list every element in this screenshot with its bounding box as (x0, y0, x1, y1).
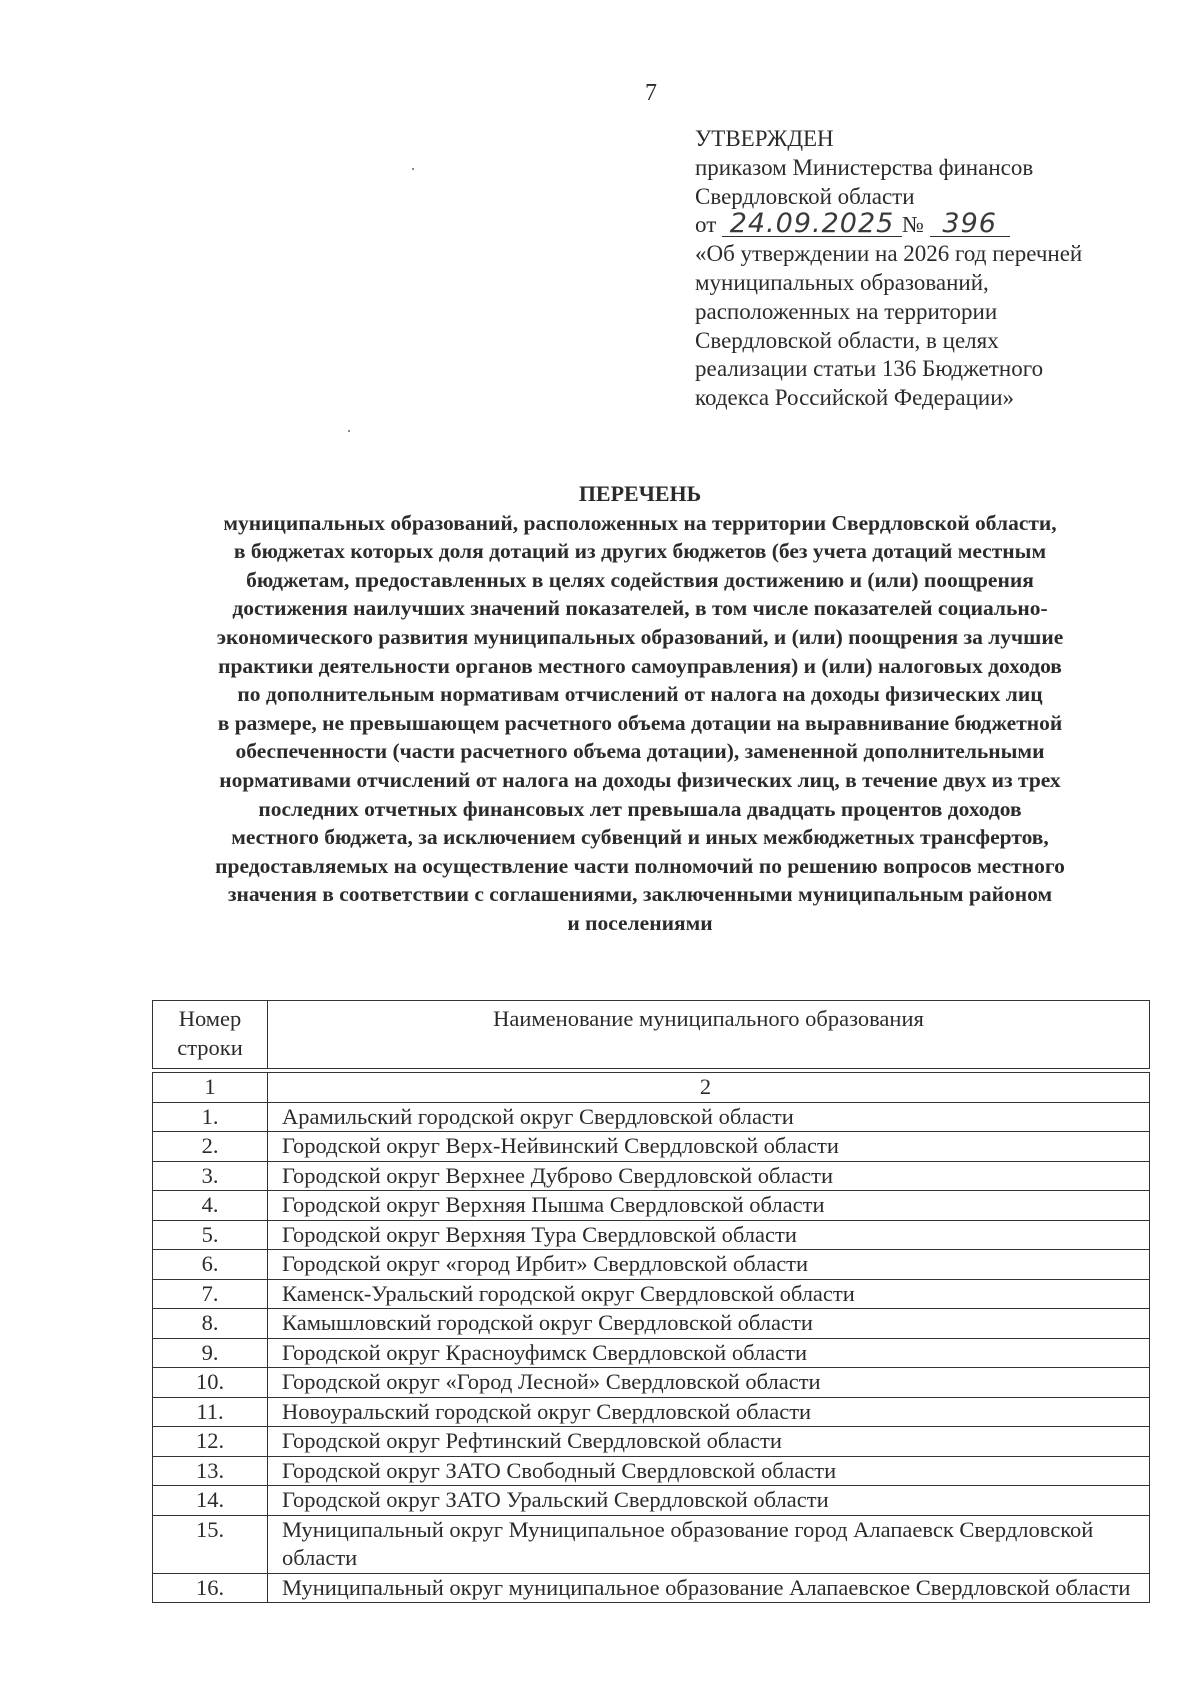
title-line: бюджетам, предоставленных в целях содействия достижению и (или) поощрения (246, 567, 1034, 592)
row-number: 9. (153, 1339, 268, 1368)
title-line: муниципальных образований, расположенных на территории Свердловской области, (223, 510, 1057, 535)
approval-line: УТВЕРЖДЕН (695, 126, 834, 151)
table-row (153, 1574, 1149, 1604)
row-name: Камышловский городской округ Свердловской области (282, 1310, 813, 1335)
approval-subject-line: кодекса Российской Федерации» (695, 385, 1015, 411)
row-number: 16. (153, 1574, 268, 1603)
row-number: 14. (153, 1486, 268, 1515)
row-number: 4. (153, 1191, 268, 1220)
scan-speck (412, 168, 414, 170)
number-sign: № (902, 212, 924, 238)
approval-subject-line: реализации статьи 136 Бюджетного (695, 356, 1044, 382)
row-number: 6. (153, 1250, 268, 1279)
title-line: и поселениями (567, 910, 713, 935)
table-row (153, 1221, 1149, 1251)
row-name: Городской округ Красноуфимск Свердловской области (282, 1339, 808, 1365)
table-index-row (153, 1073, 1149, 1103)
approval-date-line (695, 208, 1165, 240)
title-line: предоставляемых на осуществление части полномочий по решению вопросов местного (215, 853, 1065, 878)
row-number: 3. (153, 1162, 268, 1191)
row-number: 2. (153, 1132, 268, 1161)
row-number: 12. (153, 1427, 268, 1456)
handwritten-date: 24.09.2025 (722, 212, 902, 237)
row-number: 1. (153, 1103, 268, 1132)
document-title (140, 480, 1140, 938)
row-name: Городской округ Рефтинский Свердловской области (282, 1428, 782, 1453)
title-line: экономического развития муниципальных образований, и (или) поощрения за лучшие (216, 624, 1064, 649)
row-name: Муниципальный округ Муниципальное образование город Алапаевск Свердловской области (282, 1516, 1094, 1570)
table-row (153, 1457, 1149, 1487)
approval-line: приказом Министерства финансов (695, 154, 1034, 180)
row-name: Городской округ «Город Лесной» Свердловской области (282, 1369, 821, 1394)
title-line: достижения наилучших значений показателей, в том числе показателей социально- (232, 596, 1048, 621)
municipalities-table (152, 1000, 1150, 1603)
title-heading: ПЕРЕЧЕНЬ (578, 481, 702, 506)
row-name: Городской округ Верхняя Тура Свердловской области (282, 1221, 797, 1247)
table-row (153, 1368, 1149, 1398)
title-line: последних отчетных финансовых лет превышала двадцать процентов доходов (258, 796, 1022, 821)
table-row (153, 1250, 1149, 1280)
index-cell: 1 (153, 1073, 268, 1102)
title-line: значения в соответствии с соглашениями, заключенными муниципальным районом (227, 882, 1053, 907)
row-number: 5. (153, 1221, 268, 1250)
table-row (153, 1162, 1149, 1192)
table-row (153, 1516, 1149, 1574)
approval-subject-line: Свердловской области, в целях (695, 327, 999, 353)
index-cell: 2 (699, 1074, 712, 1099)
title-line: обеспеченности (части расчетного объема дотации), замененной дополнительными (235, 739, 1045, 764)
row-name: Каменск-Уральский городской округ Свердловской области (282, 1280, 855, 1306)
row-number: 8. (153, 1309, 268, 1338)
row-number: 10. (153, 1368, 268, 1397)
table-row (153, 1427, 1149, 1457)
row-number: 11. (153, 1398, 268, 1427)
row-name: Новоуральский городской округ Свердловской области (282, 1398, 812, 1424)
title-line: практики деятельности органов местного самоуправления) и (или) налоговых доходов (218, 653, 1062, 678)
approval-line: Свердловской области (695, 183, 915, 209)
row-number: 15. (153, 1516, 268, 1573)
page-number: 7 (645, 80, 657, 106)
table-row (153, 1103, 1149, 1133)
table-header (152, 1000, 1150, 1069)
row-name: Городской округ ЗАТО Уральский Свердловской области (282, 1487, 829, 1512)
row-name: Арамильский городской округ Свердловской области (282, 1103, 794, 1129)
table-row (153, 1191, 1149, 1221)
table-row (153, 1280, 1149, 1310)
approval-block (695, 125, 1165, 413)
title-line: в размере, не превышающем расчетного объема дотации на выравнивание бюджетной (217, 710, 1063, 735)
approval-subject-line: расположенных на территории (695, 298, 998, 324)
row-number: 13. (153, 1457, 268, 1486)
table-row (153, 1486, 1149, 1516)
table-row (153, 1339, 1149, 1369)
table-row (153, 1398, 1149, 1428)
title-line: по дополнительным нормативам отчислений от налога на доходы физических лиц (237, 682, 1043, 707)
row-name: Городской округ Верх-Нейвинский Свердловской области (282, 1133, 839, 1158)
row-name: Городской округ Верхняя Пышма Свердловской области (282, 1192, 825, 1217)
header-number-line: Номер (178, 1006, 242, 1031)
title-line: нормативами отчислений от налога на доходы физических лиц, в течение двух из трех (219, 767, 1061, 792)
table-row (153, 1132, 1149, 1162)
table-row (153, 1309, 1149, 1339)
handwritten-number: 396 (930, 212, 1010, 237)
title-line: местного бюджета, за исключением субвенций и иных межбюджетных трансфертов, (231, 825, 1049, 850)
row-name: Городской округ «город Ирбит» Свердловской области (282, 1251, 809, 1276)
table-body (152, 1072, 1150, 1603)
scan-speck (348, 430, 350, 432)
approval-subject-line: муниципальных образований, (695, 269, 989, 295)
row-name: Городской округ ЗАТО Свободный Свердловской области (282, 1457, 837, 1483)
header-number-line: строки (177, 1035, 243, 1060)
header-number-cell (153, 1001, 268, 1068)
row-number: 7. (153, 1280, 268, 1309)
row-name: Муниципальный округ муниципальное образование Алапаевское Свердловской области (282, 1574, 1131, 1600)
title-line: в бюджетах которых доля дотаций из других бюджетов (без учета дотаций местным (233, 539, 1047, 564)
header-name-cell: Наименование муниципального образования (493, 1006, 924, 1031)
approval-subject-line: «Об утверждении на 2026 год перечней (695, 241, 1083, 267)
row-name: Городской округ Верхнее Дуброво Свердловской области (282, 1162, 833, 1188)
date-prefix: от (695, 212, 717, 238)
